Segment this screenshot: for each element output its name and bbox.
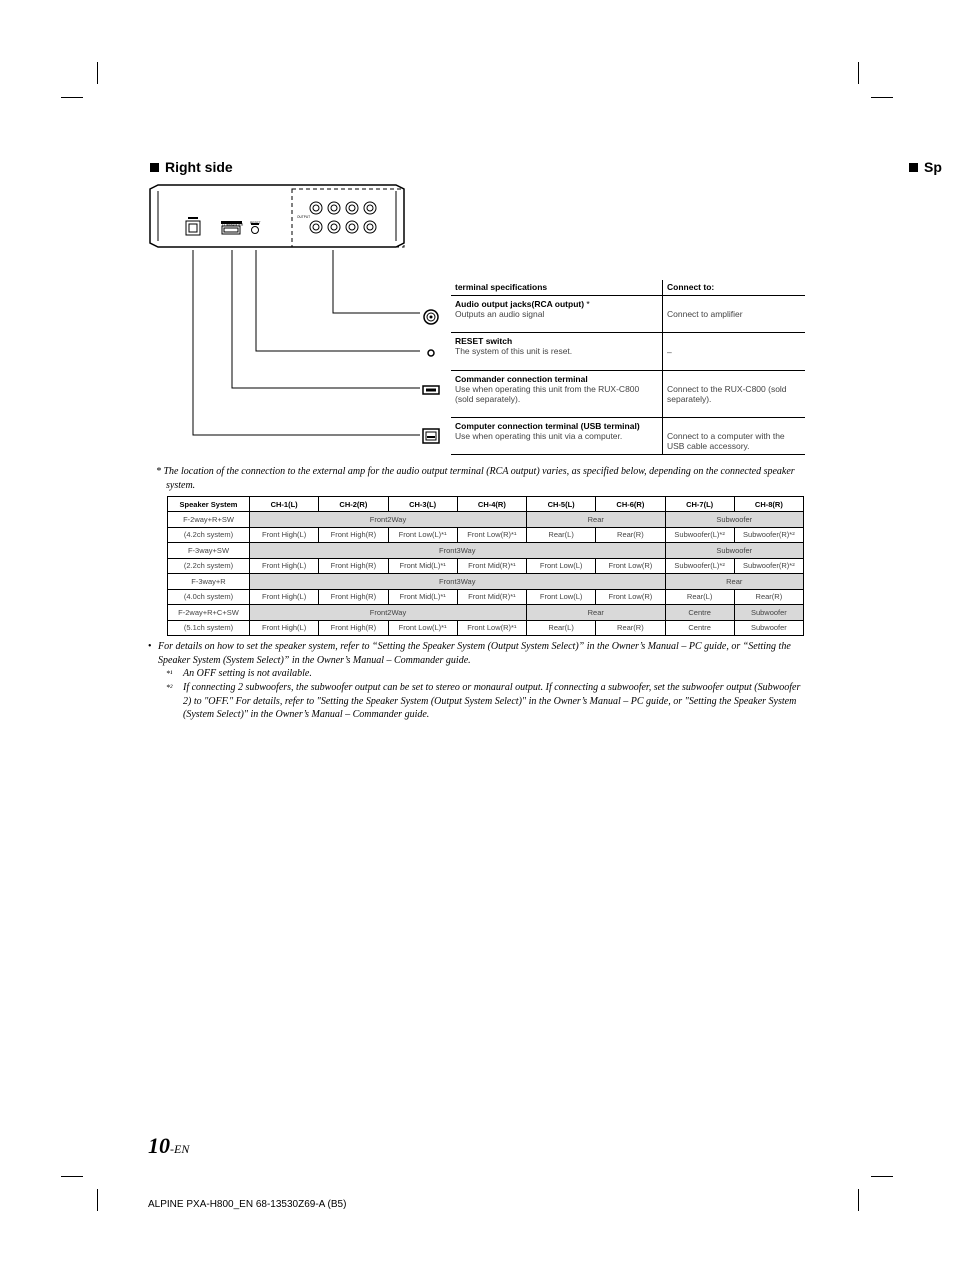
channel-group: Rear — [527, 512, 666, 528]
system-channels: (4.2ch system) — [168, 527, 250, 543]
table-header: CH-5(L) — [527, 497, 596, 512]
table-cell: Front High(R) — [319, 589, 388, 605]
table-cell: Front High(L) — [250, 620, 319, 636]
table-row — [168, 527, 804, 543]
table-cell: Rear(L) — [527, 527, 596, 543]
system-channels: (2.2ch system) — [168, 558, 250, 574]
terminal-desc: Outputs an audio signal — [455, 309, 545, 319]
table-cell: Front Mid(L)*¹ — [388, 558, 457, 574]
table-cell: Subwoofer(R)*² — [734, 558, 803, 574]
table-cell: Front Mid(L)*¹ — [388, 589, 457, 605]
table-cell: Front Low(R) — [596, 558, 665, 574]
table-header-row — [451, 280, 805, 296]
table-header: CH-4(R) — [457, 497, 526, 512]
channel-group: Front2Way — [250, 512, 527, 528]
bullet-icon: • — [148, 641, 152, 652]
channel-group: Front3Way — [250, 574, 666, 590]
table-cell: Front High(L) — [250, 589, 319, 605]
system-name: F-3way+SW — [168, 543, 250, 559]
device-label-commander: COMMANDER — [222, 223, 244, 227]
footnote-mark: *¹ — [166, 669, 173, 678]
terminal-spec-table — [451, 280, 805, 455]
footnote-text: If connecting 2 subwoofers, the subwoofer output can be set to stereo or monaural output. If connecting a subwoofer, set the subwoofer output (Subwoofer 2) to "OFF." For details, refer to "Setting the Speaker System (Output System Select)" in the Owner’s Manual – PC guide, or "Setting the Speaker System (System Select)" in the Owner’s Manual – Commander guide. — [183, 682, 801, 720]
commander-port-icon — [422, 385, 440, 395]
table-cell: Subwoofer(L)*² — [665, 527, 734, 543]
device-label-reset: RESET — [250, 221, 261, 225]
terminal-title: Computer connection terminal (USB terminal) — [455, 421, 640, 431]
table-cell: Front High(L) — [250, 558, 319, 574]
table-row — [168, 574, 804, 590]
channel-group: Front2Way — [250, 605, 527, 621]
connect-to: Connect to amplifier — [663, 296, 806, 333]
usb-port-icon — [422, 428, 440, 444]
table-row — [451, 333, 805, 371]
system-name: F-2way+R+C+SW — [168, 605, 250, 621]
table-header: Connect to: — [663, 280, 806, 296]
table-cell: Centre — [665, 620, 734, 636]
table-cell: Subwoofer(R)*² — [734, 527, 803, 543]
page-number: 10-EN — [148, 1133, 190, 1158]
table-row — [451, 418, 805, 455]
table-cell: Front High(L) — [250, 527, 319, 543]
crop-mark — [858, 62, 859, 84]
table-row — [168, 543, 804, 559]
crop-mark — [61, 1176, 83, 1177]
bullet-note — [148, 640, 808, 667]
footnote — [166, 667, 806, 681]
table-header: CH-8(R) — [734, 497, 803, 512]
system-name: F-3way+R — [168, 574, 250, 590]
table-cell: Rear(L) — [527, 620, 596, 636]
bullet-note-text: For details on how to set the speaker system, refer to “Setting the Speaker System (Output System Select)” in the Owner’s Manual – PC guide, or “Setting the Speaker System (System Select)” in the Owner’s Manual – Commander guide. — [158, 641, 791, 666]
table-row — [168, 558, 804, 574]
table-cell: Front Low(L)*¹ — [388, 527, 457, 543]
square-bullet-icon — [909, 163, 918, 172]
table-cell: Rear(R) — [596, 527, 665, 543]
table-row — [168, 589, 804, 605]
rca-jack-icon — [423, 309, 439, 325]
crop-mark — [61, 97, 83, 98]
table-row — [451, 296, 805, 333]
table-header: CH-2(R) — [319, 497, 388, 512]
system-channels: (4.0ch system) — [168, 589, 250, 605]
terminal-desc: Use when operating this unit via a computer. — [455, 431, 623, 441]
table-cell: Subwoofer — [734, 620, 803, 636]
table-cell: Front Low(L) — [527, 589, 596, 605]
table-cell: Front Low(R) — [596, 589, 665, 605]
table-cell: Rear(R) — [596, 620, 665, 636]
table-header: CH-3(L) — [388, 497, 457, 512]
table-cell: Front High(R) — [319, 558, 388, 574]
channel-group: Rear — [665, 574, 804, 590]
table-header: CH-1(L) — [250, 497, 319, 512]
table-cell: Front Mid(R)*¹ — [457, 589, 526, 605]
table-header: CH-7(L) — [665, 497, 734, 512]
crop-mark — [97, 62, 98, 84]
table-header: Speaker System — [168, 497, 250, 512]
table-row — [168, 605, 804, 621]
device-right-side-illustration — [148, 183, 448, 443]
table-cell: Front Low(L) — [527, 558, 596, 574]
device-label-output: OUTPUT — [297, 215, 311, 219]
footnote-mark: *² — [166, 683, 173, 692]
table-cell: Front Low(L)*¹ — [388, 620, 457, 636]
terminal-desc: Use when operating this unit from the RUX-C800 (sold separately). — [455, 384, 640, 404]
table-header: terminal specifications — [451, 280, 663, 296]
channel-group: Subwoofer — [734, 605, 803, 621]
crop-mark — [97, 1189, 98, 1211]
channel-group: Rear — [527, 605, 666, 621]
footnote-marker: * — [584, 299, 590, 309]
table-cell: Front Mid(R)*¹ — [457, 558, 526, 574]
crop-mark — [871, 1176, 893, 1177]
table-header: CH-6(R) — [596, 497, 665, 512]
channel-group: Subwoofer — [665, 543, 804, 559]
footnote — [166, 681, 806, 722]
crop-mark — [858, 1189, 859, 1211]
channel-group: Front3Way — [250, 543, 666, 559]
table-cell: Front High(R) — [319, 527, 388, 543]
reset-switch-icon — [426, 348, 436, 358]
section-heading-specifications: Sp — [909, 159, 942, 175]
section-heading-right-side: Right side — [150, 159, 233, 175]
speaker-system-table — [167, 496, 804, 636]
table-header-row — [168, 497, 804, 512]
footnote-text: An OFF setting is not available. — [183, 668, 312, 679]
location-note: * The location of the connection to the external amp for the audio output terminal (RCA output) varies, as specified below, depending on the connected speaker system. — [156, 466, 795, 491]
table-row — [168, 512, 804, 528]
table-row — [168, 620, 804, 636]
crop-mark — [871, 97, 893, 98]
system-name: F-2way+R+SW — [168, 512, 250, 528]
channel-group: Subwoofer — [665, 512, 804, 528]
table-cell: Front Low(R)*¹ — [457, 527, 526, 543]
connect-to: Connect to the RUX-C800 (sold separately). — [663, 371, 806, 418]
table-row — [451, 371, 805, 418]
table-cell: Subwoofer(L)*² — [665, 558, 734, 574]
table-cell: Front High(R) — [319, 620, 388, 636]
connect-to: – — [663, 333, 806, 371]
print-footer: ALPINE PXA-H800_EN 68-13530Z69-A (B5) — [148, 1199, 347, 1210]
terminal-title: Commander connection terminal — [455, 374, 588, 384]
connect-to: Connect to a computer with the USB cable accessory. — [663, 418, 806, 455]
square-bullet-icon — [150, 163, 159, 172]
table-cell: Rear(R) — [734, 589, 803, 605]
table-cell: Front Low(R)*¹ — [457, 620, 526, 636]
terminal-title: Audio output jacks(RCA output) — [455, 299, 585, 309]
page-language-suffix: -EN — [170, 1142, 190, 1156]
table-cell: Rear(L) — [665, 589, 734, 605]
channel-group: Centre — [665, 605, 734, 621]
terminal-title: RESET switch — [455, 336, 513, 346]
system-channels: (5.1ch system) — [168, 620, 250, 636]
terminal-desc: The system of this unit is reset. — [455, 346, 573, 356]
